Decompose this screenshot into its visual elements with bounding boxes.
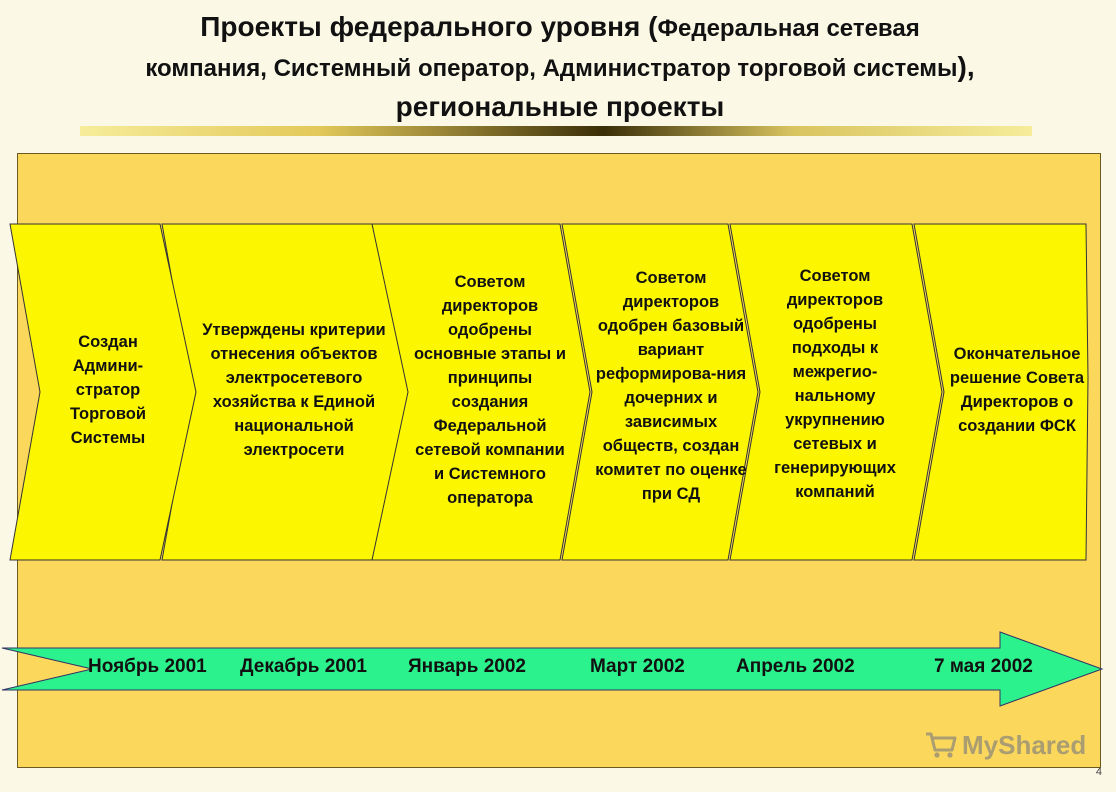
step-4-text: Советом директоров одобрен базовый вариант реформирова-ния дочерних и зависимых обществ, создан комитет по оценке при СД xyxy=(595,269,747,503)
timeline-date-3: Январь 2002 xyxy=(408,656,526,677)
timeline-date-4: Март 2002 xyxy=(590,656,685,677)
timeline-date-5: Апрель 2002 xyxy=(736,656,855,677)
timeline-date-6: 7 мая 2002 xyxy=(934,656,1033,677)
step-6-text: Окончательное решение Совета Директоров о создании ФСК xyxy=(949,345,1085,435)
step-5-text: Советом директоров одобрены подходы к межрегио-нальному укрупнению сетевых и генерирующих компаний xyxy=(774,267,896,501)
timeline-date-1: Ноябрь 2001 xyxy=(88,656,207,677)
page-title: Проекты федерального уровня (Федеральная сетевая компания, Системный оператор, Администратор торговой системы), региональные проекты xyxy=(145,11,975,122)
step-3-text: Советом директоров одобрены основные этапы и принципы создания Федеральной сетевой компании и Системного оператора xyxy=(414,273,566,507)
timeline-date-2: Декабрь 2001 xyxy=(240,656,367,677)
watermark-logo xyxy=(924,728,1086,762)
logo-text: MyShared xyxy=(962,729,1087,760)
page-number: 4 xyxy=(1095,766,1102,778)
step-2-text: Утверждены критерии отнесения объектов электросетевого хозяйства к Единой национальной электросети xyxy=(202,321,386,459)
step-1-text: Создан Админи-стратор Торговой Системы xyxy=(69,333,147,447)
shopping-cart-icon xyxy=(924,728,958,762)
